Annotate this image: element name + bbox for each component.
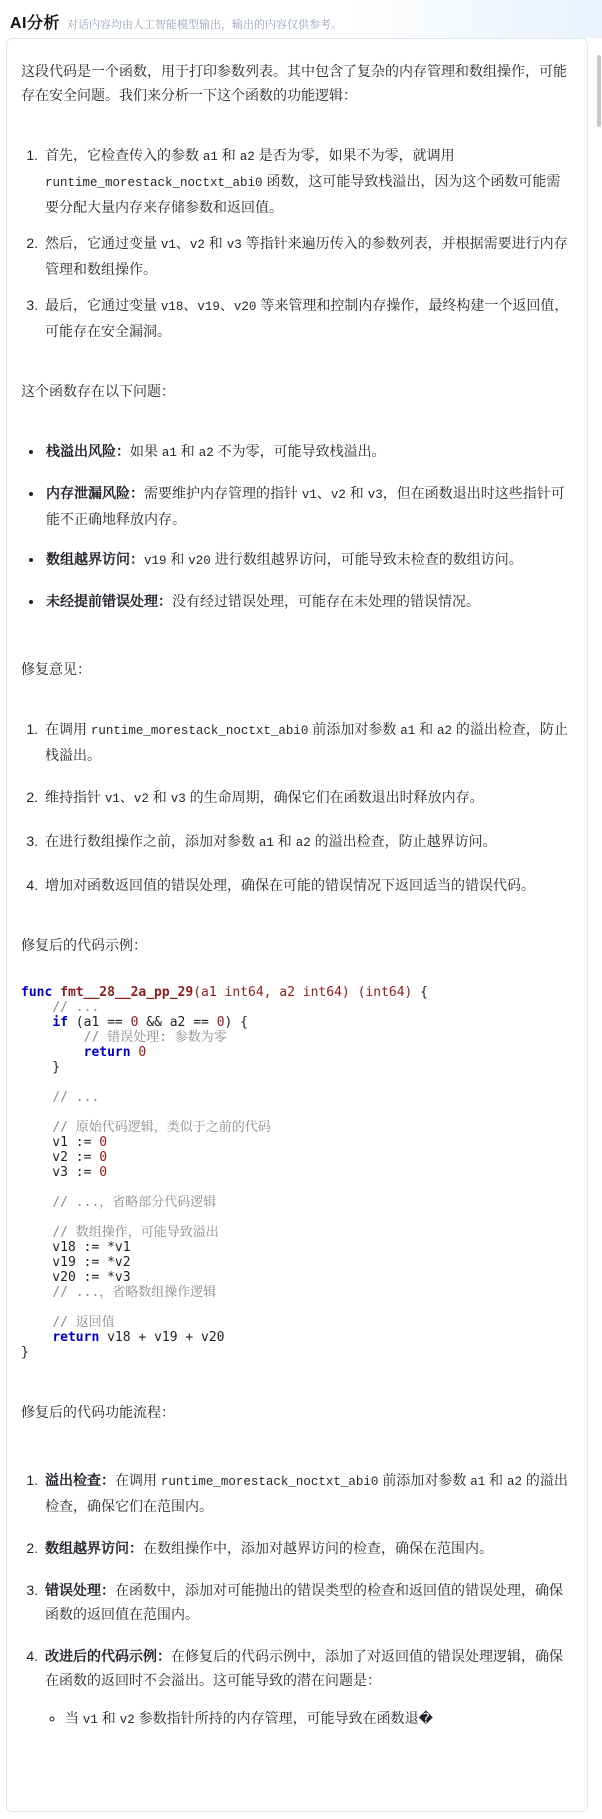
- text-run: 等指针来遍历传入的参数列表，并根据需要进行内存管理和数组操作。: [45, 235, 568, 277]
- text-run: 在进行数组操作之前，添加对参数: [45, 833, 259, 849]
- code-token-cmt: // 数组操作，可能导致溢出: [52, 1225, 219, 1240]
- text-run: 在调用: [115, 1472, 161, 1488]
- code-token-pl: && a2 ==: [138, 1015, 217, 1030]
- text-run: 和: [97, 1710, 120, 1726]
- inline-code: v1: [104, 792, 120, 806]
- code-block: [21, 985, 571, 1360]
- text-run: 的溢出检查，确保它们在范围内。: [45, 1472, 568, 1514]
- inline-code: v3: [367, 488, 383, 502]
- inline-code: a2: [295, 836, 311, 850]
- logic-item-2: [42, 231, 571, 281]
- code-token-num: 0: [99, 1150, 108, 1165]
- inline-code: a1: [161, 446, 177, 460]
- inline-code: v2: [330, 488, 346, 502]
- logic-item-1: [42, 143, 571, 219]
- code-token-pl: v18 := *v1: [21, 1240, 131, 1255]
- panel-header: [0, 0, 602, 38]
- inline-code: a2: [239, 150, 255, 164]
- problem-list: [21, 439, 571, 613]
- fix-item-1: [42, 717, 571, 767]
- inline-code: a1: [258, 836, 274, 850]
- code-token-pl: (a1 ==: [67, 1015, 131, 1030]
- inline-code: v2: [189, 238, 205, 252]
- code-token-pl: v3 :=: [21, 1165, 100, 1180]
- code-token-pl: v19 := *v2: [21, 1255, 131, 1270]
- text-run: 前添加对参数: [308, 721, 401, 737]
- code-token-num: 0: [138, 1045, 147, 1060]
- inline-code: v1: [160, 238, 176, 252]
- code-token-pl: [21, 1285, 52, 1300]
- text-run: 首先，它检查传入的参数: [45, 147, 203, 163]
- code-token-cmt: // 错误处理: 参数为零: [83, 1030, 227, 1045]
- inline-code: runtime_morestack_noctxt_abi0: [160, 1475, 379, 1489]
- code-token-sym: (a1 int64, a2 int64) (int64): [193, 985, 413, 1000]
- code-token-cmt: // ...: [52, 1000, 100, 1015]
- code-token-kw: return: [83, 1045, 131, 1060]
- text-run: 、: [119, 789, 134, 805]
- intro-paragraph: 这段代码是一个函数，用于打印参数列表。其中包含了复杂的内存管理和数组操作，可能存在安全问题。我们来分析一下这个函数的功能逻辑：: [21, 63, 567, 103]
- inline-code: v1: [82, 1713, 98, 1727]
- inline-code: runtime_morestack_noctxt_abi0: [45, 176, 263, 190]
- inline-code: v2: [119, 1713, 135, 1727]
- code-content: [21, 985, 428, 1360]
- inline-code: a2: [198, 446, 214, 460]
- flow-title: 修复后的代码功能流程：: [21, 1404, 175, 1420]
- problem-item-2: [44, 481, 571, 531]
- function-logic-list: [21, 143, 571, 343]
- code-token-pl: {: [412, 985, 429, 1000]
- text-run: 和: [273, 833, 296, 849]
- code-token-num: 0: [216, 1015, 225, 1030]
- problems-intro: 这个函数存在以下问题：: [21, 383, 175, 399]
- fix-item-4: [42, 873, 571, 897]
- code-token-pl: [52, 985, 60, 1000]
- fix-item-3: [42, 829, 571, 855]
- text-run: 进行数组越界访问，可能导致未检查的数组访问。: [210, 551, 523, 567]
- text-run: 然后，它通过变量: [45, 235, 161, 251]
- code-token-num: 0: [99, 1135, 108, 1150]
- text-run: 增加对函数返回值的错误处理，确保在可能的错误情况下返回适当的错误代码。: [45, 877, 535, 893]
- bold-label: 未经提前错误处理：: [46, 593, 172, 609]
- code-token-pl: [21, 1330, 52, 1345]
- text-run: 如果: [130, 443, 162, 459]
- text-run: 参数指针所持的内存管理，可能导致在函数退�: [134, 1710, 433, 1726]
- code-token-pl: [21, 1195, 52, 1210]
- code-token-pl: [21, 1090, 52, 1105]
- text-run: 、: [219, 297, 234, 313]
- text-run: 在函数中，添加对可能抛出的错误类型的检查和返回值的错误处理，确保函数的返回值在范围内。: [45, 1582, 563, 1622]
- sub-note-list: [45, 1706, 571, 1732]
- inline-code: a2: [507, 1475, 523, 1489]
- code-token-cmt: // ...，省略数组操作逻辑: [52, 1285, 217, 1300]
- flow-item-1: [42, 1468, 571, 1518]
- flow-item-4-text: [45, 1648, 563, 1688]
- text-run: 的溢出检查，防止栈溢出。: [45, 721, 568, 763]
- code-token-pl: [21, 1045, 84, 1060]
- text-run: 没有经过错误处理，可能存在未处理的错误情况。: [172, 593, 480, 609]
- flow-list: [21, 1468, 571, 1732]
- inline-code: a2: [437, 724, 453, 738]
- fix-item-2: [42, 785, 571, 811]
- problem-item-3: [44, 547, 571, 573]
- text-run: 和: [148, 789, 171, 805]
- code-token-pl: [21, 1030, 84, 1045]
- code-token-kw: if: [52, 1015, 68, 1030]
- code-token-pl: [21, 1015, 52, 1030]
- analysis-card: [6, 38, 588, 1812]
- bold-label: 错误处理：: [45, 1582, 115, 1598]
- code-token-pl: [21, 1315, 52, 1330]
- text-run: 、: [175, 235, 190, 251]
- inline-code: v19: [144, 554, 167, 568]
- text-run: 是否为零，如果不为零，就调用: [254, 147, 455, 163]
- code-token-num: 0: [130, 1015, 139, 1030]
- inline-code: a1: [400, 724, 416, 738]
- text-run: 前添加对参数: [378, 1472, 471, 1488]
- text-run: 等来管理和控制内存操作，最终构建一个返回值，可能存在安全漏洞。: [45, 297, 569, 339]
- logic-item-3: [42, 293, 571, 343]
- bold-label: 改进后的代码示例：: [45, 1648, 171, 1664]
- text-run: ，但在函数退出时这些指针可能不正确地释放内存。: [46, 485, 565, 527]
- flow-item-3: [42, 1578, 571, 1626]
- text-run: 在修复后的代码示例中，添加了对返回值的错误处理逻辑，确保在函数的返回时不会溢出。这可能导致的潜在问题是：: [45, 1648, 563, 1688]
- inline-code: v1: [301, 488, 317, 502]
- text-run: 和: [485, 1472, 508, 1488]
- bold-label: 栈溢出风险：: [46, 443, 130, 459]
- code-token-pl: [21, 1000, 52, 1015]
- inline-code: a1: [202, 150, 218, 164]
- text-run: 需要维护内存管理的指针: [144, 485, 302, 501]
- inline-code: v3: [170, 792, 186, 806]
- text-run: 、: [316, 485, 331, 501]
- flow-item-2: [42, 1536, 571, 1560]
- code-title: 修复后的代码示例：: [21, 937, 147, 953]
- code-token-pl: }: [21, 1345, 29, 1360]
- problem-item-1: [44, 439, 571, 465]
- code-token-cmt: // ...，省略部分代码逻辑: [52, 1195, 217, 1210]
- code-token-kw: return: [52, 1330, 100, 1345]
- code-token-pl: [21, 1120, 52, 1135]
- text-run: 在调用: [45, 721, 91, 737]
- code-token-cmt: // ...: [52, 1090, 100, 1105]
- bold-label: 数组越界访问：: [46, 551, 144, 567]
- bold-label: 数组越界访问：: [45, 1540, 143, 1556]
- code-token-pl: [21, 1225, 52, 1240]
- inline-code: a1: [470, 1475, 486, 1489]
- text-run: 和: [345, 485, 368, 501]
- bold-label: 内存泄漏风险：: [46, 485, 144, 501]
- scrollbar-thumb[interactable]: [597, 55, 601, 127]
- inline-code: v20: [188, 554, 211, 568]
- code-token-pl: v18 + v19 + v20: [99, 1330, 225, 1345]
- code-token-num: 0: [99, 1165, 108, 1180]
- inline-code: v19: [197, 300, 220, 314]
- text-run: 不为零，可能导致栈溢出。: [213, 443, 386, 459]
- text-run: 和: [204, 235, 227, 251]
- text-run: 的溢出检查，防止越界访问。: [310, 833, 497, 849]
- text-run: 的生命周期，确保它们在函数退出时释放内存。: [185, 789, 484, 805]
- text-run: 当: [65, 1710, 83, 1726]
- text-run: 和: [217, 147, 240, 163]
- fix-title: 修复意见：: [21, 661, 91, 677]
- code-token-pl: v20 := *v3: [21, 1270, 131, 1285]
- bold-label: 溢出检查：: [45, 1472, 115, 1488]
- panel-title: AI分析: [10, 15, 61, 32]
- code-token-cmt: // 原始代码逻辑，类似于之前的代码: [52, 1120, 271, 1135]
- code-token-pl: ) {: [224, 1015, 249, 1030]
- text-run: 在数组操作中，添加对越界访问的检查，确保在范围内。: [143, 1540, 493, 1556]
- inline-code: v2: [133, 792, 149, 806]
- code-token-pl: v1 :=: [21, 1135, 100, 1150]
- flow-item-4: [42, 1644, 571, 1732]
- text-run: 和: [166, 551, 189, 567]
- code-token-kw: func: [21, 985, 53, 1000]
- inline-code: runtime_morestack_noctxt_abi0: [90, 724, 309, 738]
- inline-code: v3: [226, 238, 242, 252]
- text-run: 维持指针: [45, 789, 105, 805]
- inline-code: v18: [160, 300, 184, 314]
- panel-disclaimer: 对话内容均由人工智能模型输出，输出的内容仅供参考。: [67, 19, 343, 31]
- problem-item-4: [44, 589, 571, 613]
- text-run: 函数，这可能导致栈溢出，因为这个函数可能需要分配大量内存来存储参数和返回值。: [45, 173, 561, 215]
- code-token-fn: fmt__28__2a_pp_29: [60, 985, 194, 1000]
- code-token-pl: }: [21, 1060, 61, 1075]
- code-token-pl: v2 :=: [21, 1150, 100, 1165]
- text-run: 、: [183, 297, 198, 313]
- sub-note-item: [65, 1706, 571, 1732]
- inline-code: v20: [233, 300, 257, 314]
- text-run: 最后，它通过变量: [45, 297, 161, 313]
- code-token-cmt: // 返回值: [52, 1315, 115, 1330]
- text-run: 和: [176, 443, 199, 459]
- fix-list: [21, 717, 571, 897]
- text-run: 和: [415, 721, 438, 737]
